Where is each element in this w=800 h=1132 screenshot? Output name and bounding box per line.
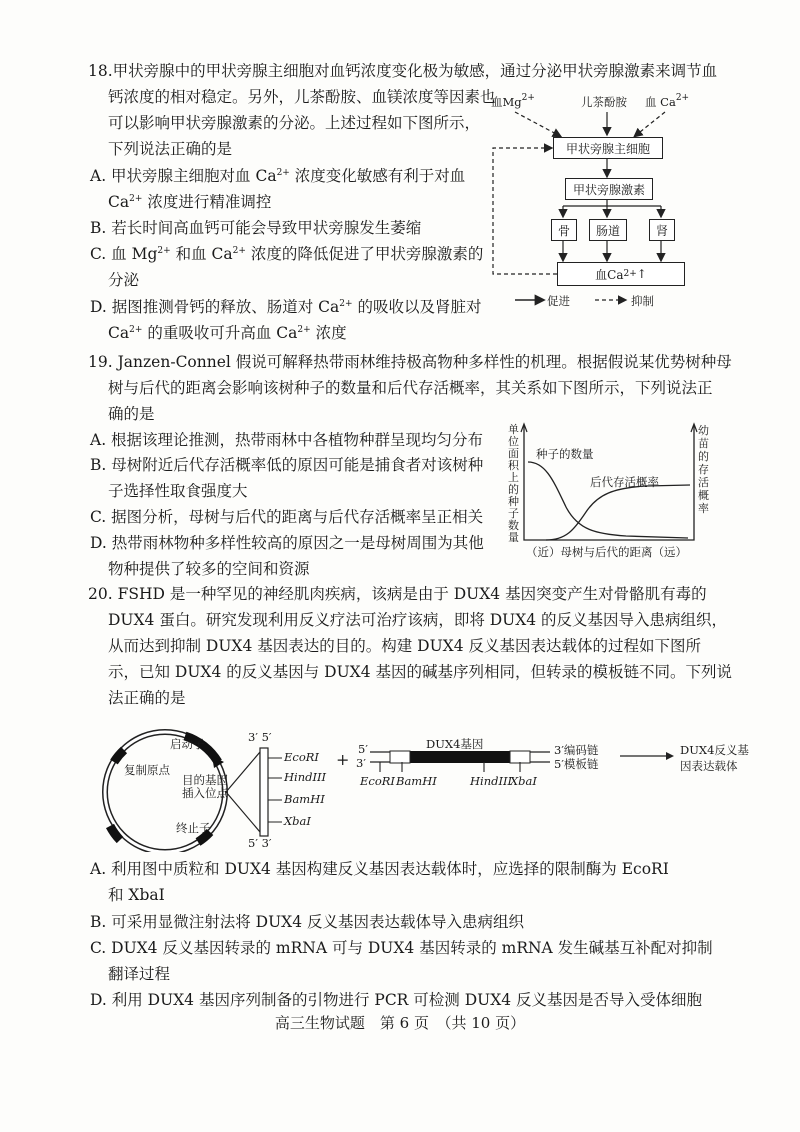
q18-legend-inhibit: 抑制: [631, 294, 654, 308]
q20-option-a-cont: 和 XbaI: [108, 886, 165, 904]
q20-option-a: A. 利用图中质粒和 DUX4 基因构建反义基因表达载体时，应选择的限制酶为 EcoRI: [90, 860, 669, 878]
q20-label-ori: 复制原点: [124, 763, 170, 777]
q20-plus-sign: +: [336, 750, 350, 769]
q18-option-a: A. 甲状旁腺主细胞对血 $Ca^{2+}$ 浓度变化敏感有利于对血: [90, 167, 466, 185]
q20-label-gene: DUX4基因: [426, 737, 484, 751]
q18-diagram: [485, 88, 700, 318]
q18-option-b: B. 若长时间高血钙可能会导致甲状旁腺发生萎缩: [90, 219, 422, 237]
q20-site-bamhi: BamHI: [284, 792, 325, 806]
q18-stem-line-3: 可以影响甲状旁腺激素的分泌。上述过程如下图所示，: [108, 114, 481, 132]
q20-stem-line-2: DUX4 蛋白。研究发现利用反义疗法可治疗该病，即将 DUX4 的反义基因导入患病组织，: [108, 611, 728, 629]
q18-box-blood-ca: 血Ca 2+ ↑: [557, 262, 685, 286]
q19-x-axis-label: （近）母树与后代的距离（远）: [526, 545, 687, 559]
q18-stem-line-2: 钙浓度的相对稳定。另外，儿茶酚胺、血镁浓度等因素也: [108, 88, 496, 106]
q20-label-bottom-ends: 5′ 3′: [248, 836, 272, 850]
q18-legend-promote: 促进: [547, 294, 570, 308]
q18-box-kidney: 肾: [649, 219, 675, 241]
q20-diagram: [90, 722, 749, 852]
q19-curve-survival: [546, 485, 690, 540]
q19-option-d-cont: 物种提供了较多的空间和资源: [108, 560, 310, 578]
q19-graph: [506, 422, 712, 562]
q18-option-d: D. 据图推测骨钙的释放、肠道对 $Ca^{2+}$ 的吸收以及肾脏对: [90, 298, 482, 316]
q20-site-ecori: EcoRI: [284, 750, 319, 764]
q20-site-hindiii: HindIII: [284, 770, 327, 784]
q20-label-template-strand: 5′模板链: [554, 757, 599, 771]
q20-label-top-ends: 3′ 5′: [248, 730, 272, 744]
q20-stem-line-4: 示，已知 DUX4 的反义基因与 DUX4 基因的碱基序列相同，但转录的模板链不同。下列说: [108, 663, 732, 681]
q18-label-catecholamine: 儿茶酚胺: [581, 95, 627, 109]
q20-stem-line-5: 法正确的是: [108, 689, 186, 707]
q20-label-coding-strand: 3′编码链: [554, 743, 599, 757]
q18-option-a-cont: $Ca^{2+}$ 浓度进行精准调控: [108, 193, 272, 211]
q19-curve-2-label: 后代存活概率: [590, 475, 659, 489]
q19-stem-line-1: 19. Janzen-Connel 假说可解释热带雨林维持极高物种多样性的机理。根据假说某优势树种母: [88, 353, 732, 371]
q19-curve-1-label: 种子的数量: [536, 447, 594, 461]
page-footer: 高三生物试题 第 6 页 （共 10 页）: [274, 1014, 526, 1032]
q20-option-b: B. 可采用显微注射法将 DUX4 反义基因表达载体导入患病组织: [90, 913, 524, 931]
q18-stem-line-4: 下列说法正确的是: [108, 140, 233, 158]
q18-option-c: C. 血 $Mg^{2+}$ 和血 $Ca^{2+}$ 浓度的降低促进了甲状旁腺激素的: [90, 245, 484, 263]
q20-label-insert-site: 目的基因 插入位点: [182, 773, 228, 800]
q19-option-a: A. 根据该理论推测，热带雨林中各植物种群呈现均匀分布: [90, 431, 484, 449]
q20-option-d: D. 利用 DUX4 基因序列制备的引物进行 PCR 可检测 DUX4 反义基因是否导入受体细胞: [90, 991, 703, 1009]
q20-label-target-vector: DUX4反义基 因表达载体: [680, 743, 749, 773]
q18-stem-line-1: 18.甲状旁腺中的甲状旁腺主细胞对血钙浓度变化极为敏感，通过分泌甲状旁腺激素来调节血: [88, 62, 718, 80]
q20-label-left-3: 3′: [356, 756, 366, 770]
q20-label-terminator: 终止子: [176, 821, 211, 835]
q20-gene-site-xbai: XbaI: [510, 774, 537, 788]
q19-graph-svg: [506, 422, 712, 562]
q19-option-b-cont: 子选择性取食强度大: [108, 482, 248, 500]
q19-stem-line-2: 树与后代的距离会影响该树种子的数量和后代存活概率，其关系如下图所示，下列说法正: [108, 379, 713, 397]
q20-option-c-cont: 翻译过程: [108, 965, 171, 983]
q18-option-c-cont: 分泌: [108, 271, 140, 289]
q20-site-xbai: XbaI: [284, 814, 311, 828]
q18-box-chief-cell: 甲状旁腺主细胞: [553, 137, 663, 159]
q20-stem-line-3: 从而达到抑制 DUX4 基因表达的目的。构建 DUX4 反义基因表达载体的过程如下图所: [108, 637, 701, 655]
q20-stem-line-1: 20. FSHD 是一种罕见的神经肌肉疾病，该病是由于 DUX4 基因突变产生对骨骼肌有毒的: [88, 585, 707, 603]
q19-y-axis-left: 单位面积上的种子数量: [508, 423, 519, 544]
q18-label-ca-top: 血 $Ca^{2+}$: [645, 93, 690, 109]
q18-box-hormone: 甲状旁腺激素: [565, 178, 653, 200]
q18-option-d-cont: $Ca^{2+}$ 的重吸收可升高血 $Ca^{2+}$ 浓度: [108, 324, 347, 342]
q19-y-axis-right: 幼苗的存活概率: [698, 424, 709, 515]
q18-label-mg: 血$Mg^{2+}$: [491, 93, 535, 109]
q20-gene-site-ecori: EcoRI: [360, 774, 395, 788]
q20-option-c: C. DUX4 反义基因转录的 mRNA 可与 DUX4 基因转录的 mRNA 发生碱基互补配对抑制: [90, 939, 713, 957]
q20-label-promoter: 启动子: [170, 737, 205, 751]
q18-box-bone: 骨: [551, 219, 577, 241]
q20-label-left-5: 5′: [358, 742, 368, 756]
q19-option-b: B. 母树附近后代存活概率低的原因可能是捕食者对该树种: [90, 456, 484, 474]
q20-gene-site-bamhi: BamHI: [396, 774, 437, 788]
q18-box-intestine: 肠道: [589, 219, 627, 241]
q19-option-c: C. 据图分析，母树与后代的距离与后代存活概率呈正相关: [90, 508, 484, 526]
q20-gene-site-hindiii: HindIII: [470, 774, 513, 788]
q19-option-d: D. 热带雨林物种多样性较高的原因之一是母树周围为其他: [90, 534, 484, 552]
q19-stem-line-3: 确的是: [108, 405, 155, 423]
